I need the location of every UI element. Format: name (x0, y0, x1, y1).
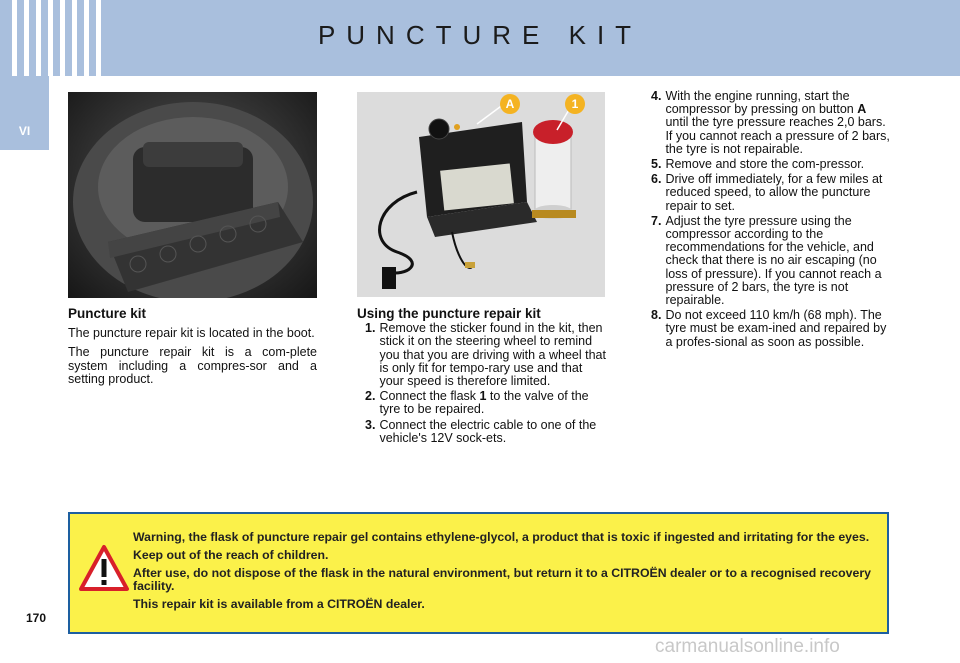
warning-box (68, 512, 889, 634)
callout-1: 1 (565, 94, 585, 114)
page-title: PUNCTURE KIT (317, 20, 643, 50)
step-text: Remove the sticker found in the kit, then stick it on the steering wheel to remind you that you are driving with a wheel that is only fit for tempo-rary use and that your speed is therefore limited. (379, 321, 606, 389)
step-number: 4. (651, 89, 662, 103)
section-puncture-kit (68, 307, 317, 392)
watermark: carmanualsonline.info (655, 636, 840, 657)
boot-photo (68, 92, 317, 298)
step-text: Drive off immediately, for a few miles at reduced speed, to allow the puncture repair to set. (665, 172, 883, 213)
warning-line: Keep out of the reach of children. (133, 548, 329, 562)
step-item (357, 419, 607, 445)
callout-a: A (500, 94, 520, 114)
step-text-bold: A (857, 102, 867, 117)
step-text-part: Connect the flask (379, 389, 480, 404)
step-text: Connect the electric cable to one of the vehicle's 12V sock-ets. (379, 417, 597, 445)
warning-text (133, 531, 885, 616)
step-text-part: With the engine running, start the compressor by pressing on button (665, 89, 858, 117)
compressor-illustration (357, 92, 605, 297)
compressor-photo (357, 92, 605, 297)
step-item (651, 215, 891, 307)
step-text: Remove and store the com-pressor. (665, 157, 865, 172)
step-item (357, 390, 607, 416)
paragraph: The puncture repair kit is located in the boot. (68, 326, 315, 341)
page-number: 170 (26, 611, 47, 625)
step-number: 7. (651, 213, 662, 228)
step-text: Adjust the tyre pressure using the compressor according to the recommendations for the vehicle, and check that there is no air escaping (no loss of pressure). If you cannot reach a pressure of 2 bars, the tyre is not repairable. (665, 213, 882, 308)
section-using-kit (357, 307, 607, 447)
warning-line: This repair kit is available from a CITROËN dealer. (133, 597, 425, 611)
section-steps-continued (651, 90, 891, 351)
step-item (651, 158, 891, 171)
section-heading: Using the puncture repair kit (357, 306, 541, 321)
step-text-bold: 1 (479, 389, 487, 404)
warning-line: After use, do not dispose of the flask in the natural environment, but return it to a CITROËN dealer or to a recognised recovery facility. (133, 566, 871, 593)
step-text-part: until the tyre pressure reaches 2,0 bars. If you cannot reach a pressure of 2 bars, the tyre is not repairable. (665, 115, 890, 156)
step-text (665, 90, 891, 156)
step-text (379, 390, 607, 416)
chapter-tab (0, 76, 49, 150)
step-text: Do not exceed 110 km/h (68 mph). The tyre must be exam-ined and repaired by a profes-sional as soon as possible. (665, 308, 887, 349)
step-number: 5. (651, 157, 662, 172)
step-item (357, 322, 607, 388)
step-number: 8. (651, 308, 662, 323)
step-item (651, 90, 891, 156)
step-item (651, 173, 891, 213)
section-heading: Puncture kit (68, 306, 147, 321)
step-number: 1. (365, 321, 376, 336)
header-band (0, 0, 960, 76)
paragraph: The puncture repair kit is a com-plete system including a compres-sor and a setting product. (68, 345, 317, 386)
warning-line: Warning, the flask of puncture repair gel contains ethylene-glycol, a product that is toxic if ingested and irritating for the eyes. (133, 530, 870, 544)
warning-triangle-icon (78, 544, 130, 592)
boot-illustration (68, 92, 317, 298)
step-text-part: to the valve of the tyre to be repaired. (379, 389, 589, 417)
step-number: 3. (365, 417, 376, 432)
step-item (651, 309, 891, 349)
step-number: 6. (651, 172, 662, 187)
step-number: 2. (365, 389, 376, 404)
chapter-label: VI (18, 124, 31, 138)
